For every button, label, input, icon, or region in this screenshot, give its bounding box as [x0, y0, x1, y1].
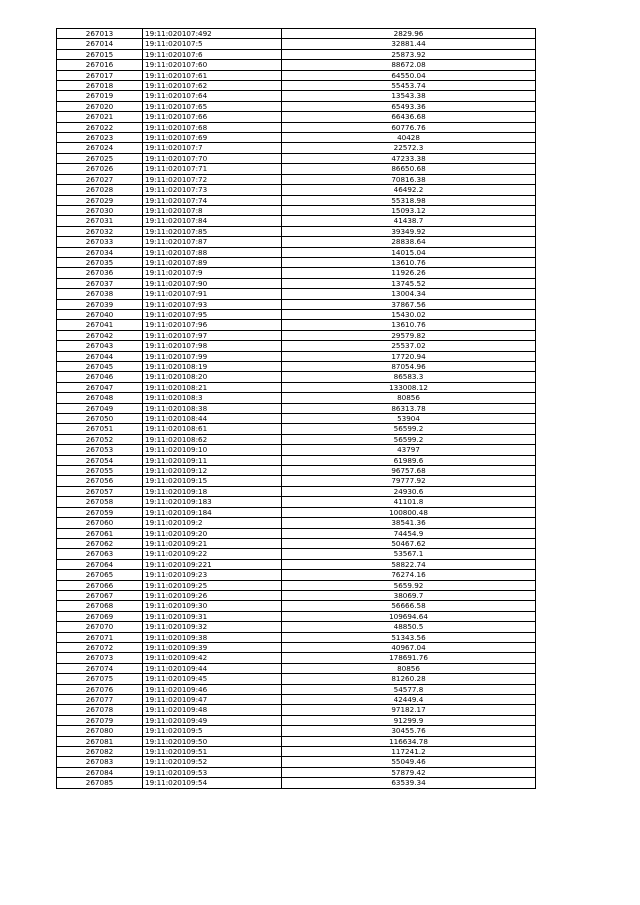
table-row	[57, 393, 536, 403]
row-id-cell: 267046	[57, 372, 143, 382]
row-amount-cell: 57879.42	[282, 767, 536, 777]
row-amount-cell: 86313.78	[282, 403, 536, 413]
table-row	[57, 601, 536, 611]
row-id-cell: 267076	[57, 684, 143, 694]
table-row	[57, 382, 536, 392]
table-row	[57, 767, 536, 777]
row-amount-cell: 100800.48	[282, 507, 536, 517]
row-amount-cell: 43797	[282, 445, 536, 455]
row-amount-cell: 81260.28	[282, 674, 536, 684]
row-id-cell: 267071	[57, 632, 143, 642]
row-amount-cell: 29579.82	[282, 330, 536, 340]
table-row	[57, 29, 536, 39]
table-row	[57, 632, 536, 642]
table-row	[57, 309, 536, 319]
row-code-cell: 19:11:020109:44	[143, 663, 282, 673]
row-id-cell: 267038	[57, 289, 143, 299]
table-row	[57, 705, 536, 715]
row-amount-cell: 55453.74	[282, 81, 536, 91]
row-amount-cell: 15093.12	[282, 205, 536, 215]
row-id-cell: 267044	[57, 351, 143, 361]
row-amount-cell: 97182.17	[282, 705, 536, 715]
table-row	[57, 757, 536, 767]
table-row	[57, 538, 536, 548]
row-id-cell: 267040	[57, 309, 143, 319]
row-code-cell: 19:11:020109:10	[143, 445, 282, 455]
table-row	[57, 205, 536, 215]
row-id-cell: 267072	[57, 642, 143, 652]
row-code-cell: 19:11:020107:97	[143, 330, 282, 340]
table-row	[57, 237, 536, 247]
row-code-cell: 19:11:020107:84	[143, 216, 282, 226]
row-code-cell: 19:11:020107:69	[143, 133, 282, 143]
row-code-cell: 19:11:020109:20	[143, 528, 282, 538]
row-code-cell: 19:11:020109:26	[143, 590, 282, 600]
row-code-cell: 19:11:020109:52	[143, 757, 282, 767]
row-code-cell: 19:11:020109:30	[143, 601, 282, 611]
row-amount-cell: 51343.56	[282, 632, 536, 642]
row-id-cell: 267035	[57, 257, 143, 267]
table-row	[57, 351, 536, 361]
row-id-cell: 267024	[57, 143, 143, 153]
row-id-cell: 267070	[57, 622, 143, 632]
row-id-cell: 267034	[57, 247, 143, 257]
row-code-cell: 19:11:020107:9	[143, 268, 282, 278]
row-id-cell: 267030	[57, 205, 143, 215]
row-amount-cell: 80856	[282, 393, 536, 403]
row-code-cell: 19:11:020107:99	[143, 351, 282, 361]
table-row	[57, 611, 536, 621]
row-amount-cell: 87054.96	[282, 362, 536, 372]
row-amount-cell: 25873.92	[282, 49, 536, 59]
table-row	[57, 268, 536, 278]
row-amount-cell: 55318.98	[282, 195, 536, 205]
row-amount-cell: 65493.36	[282, 101, 536, 111]
row-id-cell: 267056	[57, 476, 143, 486]
row-id-cell: 267036	[57, 268, 143, 278]
row-amount-cell: 41438.7	[282, 216, 536, 226]
row-code-cell: 19:11:020108:3	[143, 393, 282, 403]
table-row	[57, 570, 536, 580]
row-code-cell: 19:11:020108:44	[143, 414, 282, 424]
row-amount-cell: 70816.38	[282, 174, 536, 184]
row-amount-cell: 96757.68	[282, 466, 536, 476]
row-amount-cell: 40428	[282, 133, 536, 143]
row-id-cell: 267037	[57, 278, 143, 288]
table-row	[57, 226, 536, 236]
row-code-cell: 19:11:020107:68	[143, 122, 282, 132]
row-code-cell: 19:11:020107:87	[143, 237, 282, 247]
row-code-cell: 19:11:020107:93	[143, 299, 282, 309]
row-code-cell: 19:11:020109:50	[143, 736, 282, 746]
row-id-cell: 267078	[57, 705, 143, 715]
table-row	[57, 642, 536, 652]
row-id-cell: 267064	[57, 559, 143, 569]
row-amount-cell: 47233.38	[282, 153, 536, 163]
table-row	[57, 70, 536, 80]
row-amount-cell: 55049.46	[282, 757, 536, 767]
table-row	[57, 736, 536, 746]
row-amount-cell: 13745.52	[282, 278, 536, 288]
row-amount-cell: 56599.2	[282, 434, 536, 444]
row-id-cell: 267058	[57, 497, 143, 507]
row-code-cell: 19:11:020108:20	[143, 372, 282, 382]
table-row	[57, 715, 536, 725]
table-row	[57, 49, 536, 59]
row-id-cell: 267050	[57, 414, 143, 424]
row-code-cell: 19:11:020109:11	[143, 455, 282, 465]
row-amount-cell: 40967.04	[282, 642, 536, 652]
row-code-cell: 19:11:020107:70	[143, 153, 282, 163]
table-row	[57, 101, 536, 111]
row-code-cell: 19:11:020109:23	[143, 570, 282, 580]
table-row	[57, 60, 536, 70]
table-row	[57, 112, 536, 122]
row-code-cell: 19:11:020107:5	[143, 39, 282, 49]
row-amount-cell: 28838.64	[282, 237, 536, 247]
row-id-cell: 267057	[57, 486, 143, 496]
row-id-cell: 267055	[57, 466, 143, 476]
table-row	[57, 362, 536, 372]
table-row	[57, 153, 536, 163]
row-code-cell: 19:11:020109:31	[143, 611, 282, 621]
table-row	[57, 507, 536, 517]
table-row	[57, 622, 536, 632]
row-code-cell: 19:11:020109:47	[143, 695, 282, 705]
table-row	[57, 91, 536, 101]
row-code-cell: 19:11:020109:32	[143, 622, 282, 632]
row-amount-cell: 79777.92	[282, 476, 536, 486]
row-amount-cell: 11926.26	[282, 268, 536, 278]
row-amount-cell: 38541.36	[282, 518, 536, 528]
table-row	[57, 476, 536, 486]
row-code-cell: 19:11:020109:45	[143, 674, 282, 684]
row-amount-cell: 48850.5	[282, 622, 536, 632]
table-row	[57, 257, 536, 267]
row-amount-cell: 133008.12	[282, 382, 536, 392]
row-id-cell: 267049	[57, 403, 143, 413]
row-id-cell: 267066	[57, 580, 143, 590]
table-body	[57, 29, 536, 789]
row-id-cell: 267060	[57, 518, 143, 528]
table-row	[57, 549, 536, 559]
row-amount-cell: 37867.56	[282, 299, 536, 309]
row-amount-cell: 86650.68	[282, 164, 536, 174]
row-amount-cell: 58822.74	[282, 559, 536, 569]
row-id-cell: 267028	[57, 185, 143, 195]
row-code-cell: 19:11:020107:62	[143, 81, 282, 91]
row-code-cell: 19:11:020107:71	[143, 164, 282, 174]
row-code-cell: 19:11:020109:38	[143, 632, 282, 642]
row-amount-cell: 56666.58	[282, 601, 536, 611]
row-amount-cell: 53567.1	[282, 549, 536, 559]
table-row	[57, 674, 536, 684]
table-row	[57, 695, 536, 705]
row-code-cell: 19:11:020109:21	[143, 538, 282, 548]
row-amount-cell: 50467.62	[282, 538, 536, 548]
row-amount-cell: 5659.92	[282, 580, 536, 590]
row-id-cell: 267018	[57, 81, 143, 91]
row-amount-cell: 63539.34	[282, 778, 536, 788]
row-amount-cell: 24930.6	[282, 486, 536, 496]
row-code-cell: 19:11:020109:5	[143, 726, 282, 736]
row-amount-cell: 25537.02	[282, 341, 536, 351]
row-code-cell: 19:11:020107:61	[143, 70, 282, 80]
row-amount-cell: 178691.76	[282, 653, 536, 663]
row-id-cell: 267069	[57, 611, 143, 621]
row-code-cell: 19:11:020107:60	[143, 60, 282, 70]
row-code-cell: 19:11:020107:95	[143, 309, 282, 319]
row-id-cell: 267042	[57, 330, 143, 340]
row-code-cell: 19:11:020109:184	[143, 507, 282, 517]
row-code-cell: 19:11:020109:54	[143, 778, 282, 788]
row-amount-cell: 13543.38	[282, 91, 536, 101]
row-id-cell: 267016	[57, 60, 143, 70]
row-id-cell: 267017	[57, 70, 143, 80]
row-code-cell: 19:11:020108:62	[143, 434, 282, 444]
table-row	[57, 81, 536, 91]
table-row	[57, 247, 536, 257]
row-code-cell: 19:11:020109:221	[143, 559, 282, 569]
row-code-cell: 19:11:020109:2	[143, 518, 282, 528]
row-id-cell: 267019	[57, 91, 143, 101]
row-id-cell: 267052	[57, 434, 143, 444]
table-row	[57, 299, 536, 309]
table-row	[57, 445, 536, 455]
row-amount-cell: 54577.8	[282, 684, 536, 694]
row-code-cell: 19:11:020109:22	[143, 549, 282, 559]
table-row	[57, 518, 536, 528]
row-id-cell: 267023	[57, 133, 143, 143]
row-code-cell: 19:11:020107:65	[143, 101, 282, 111]
row-id-cell: 267015	[57, 49, 143, 59]
table-row	[57, 216, 536, 226]
row-id-cell: 267085	[57, 778, 143, 788]
row-amount-cell: 66436.68	[282, 112, 536, 122]
row-amount-cell: 46492.2	[282, 185, 536, 195]
row-code-cell: 19:11:020108:38	[143, 403, 282, 413]
table-row	[57, 403, 536, 413]
row-code-cell: 19:11:020109:51	[143, 747, 282, 757]
row-id-cell: 267082	[57, 747, 143, 757]
table-row	[57, 726, 536, 736]
row-id-cell: 267045	[57, 362, 143, 372]
row-amount-cell: 76274.16	[282, 570, 536, 580]
table-row	[57, 414, 536, 424]
table-row	[57, 424, 536, 434]
row-id-cell: 267059	[57, 507, 143, 517]
row-code-cell: 19:11:020107:90	[143, 278, 282, 288]
row-amount-cell: 116634.78	[282, 736, 536, 746]
row-id-cell: 267013	[57, 29, 143, 39]
row-code-cell: 19:11:020109:46	[143, 684, 282, 694]
row-id-cell: 267020	[57, 101, 143, 111]
row-id-cell: 267051	[57, 424, 143, 434]
row-amount-cell: 13610.76	[282, 257, 536, 267]
row-id-cell: 267031	[57, 216, 143, 226]
row-code-cell: 19:11:020107:89	[143, 257, 282, 267]
row-amount-cell: 2829.96	[282, 29, 536, 39]
row-amount-cell: 64550.04	[282, 70, 536, 80]
row-code-cell: 19:11:020107:91	[143, 289, 282, 299]
row-code-cell: 19:11:020107:64	[143, 91, 282, 101]
row-id-cell: 267048	[57, 393, 143, 403]
table-row	[57, 133, 536, 143]
row-code-cell: 19:11:020107:98	[143, 341, 282, 351]
data-table	[56, 28, 536, 789]
row-id-cell: 267054	[57, 455, 143, 465]
table-row	[57, 684, 536, 694]
table-row	[57, 372, 536, 382]
row-code-cell: 19:11:020107:7	[143, 143, 282, 153]
row-amount-cell: 86583.3	[282, 372, 536, 382]
row-code-cell: 19:11:020109:183	[143, 497, 282, 507]
row-code-cell: 19:11:020109:49	[143, 715, 282, 725]
row-amount-cell: 13004.34	[282, 289, 536, 299]
row-id-cell: 267021	[57, 112, 143, 122]
table-row	[57, 289, 536, 299]
table-row	[57, 341, 536, 351]
row-id-cell: 267053	[57, 445, 143, 455]
row-id-cell: 267084	[57, 767, 143, 777]
table-row	[57, 174, 536, 184]
row-amount-cell: 80856	[282, 663, 536, 673]
row-id-cell: 267061	[57, 528, 143, 538]
table-row	[57, 320, 536, 330]
table-row	[57, 185, 536, 195]
row-id-cell: 267063	[57, 549, 143, 559]
row-id-cell: 267032	[57, 226, 143, 236]
row-amount-cell: 53904	[282, 414, 536, 424]
row-id-cell: 267039	[57, 299, 143, 309]
row-id-cell: 267026	[57, 164, 143, 174]
row-id-cell: 267080	[57, 726, 143, 736]
row-amount-cell: 117241.2	[282, 747, 536, 757]
table-row	[57, 590, 536, 600]
row-code-cell: 19:11:020108:21	[143, 382, 282, 392]
row-code-cell: 19:11:020107:66	[143, 112, 282, 122]
row-id-cell: 267081	[57, 736, 143, 746]
row-id-cell: 267074	[57, 663, 143, 673]
row-amount-cell: 41101.8	[282, 497, 536, 507]
row-code-cell: 19:11:020107:492	[143, 29, 282, 39]
row-amount-cell: 91299.9	[282, 715, 536, 725]
row-id-cell: 267043	[57, 341, 143, 351]
row-id-cell: 267033	[57, 237, 143, 247]
table-row	[57, 528, 536, 538]
row-id-cell: 267022	[57, 122, 143, 132]
row-amount-cell: 74454.9	[282, 528, 536, 538]
row-code-cell: 19:11:020107:8	[143, 205, 282, 215]
row-id-cell: 267027	[57, 174, 143, 184]
row-code-cell: 19:11:020107:6	[143, 49, 282, 59]
row-id-cell: 267065	[57, 570, 143, 580]
row-amount-cell: 56599.2	[282, 424, 536, 434]
row-id-cell: 267047	[57, 382, 143, 392]
row-amount-cell: 13610.76	[282, 320, 536, 330]
row-id-cell: 267067	[57, 590, 143, 600]
row-code-cell: 19:11:020109:48	[143, 705, 282, 715]
row-code-cell: 19:11:020109:39	[143, 642, 282, 652]
row-code-cell: 19:11:020109:15	[143, 476, 282, 486]
row-code-cell: 19:11:020108:61	[143, 424, 282, 434]
table-row	[57, 455, 536, 465]
table-row	[57, 778, 536, 788]
row-code-cell: 19:11:020107:72	[143, 174, 282, 184]
table-row	[57, 653, 536, 663]
row-code-cell: 19:11:020109:18	[143, 486, 282, 496]
row-amount-cell: 15430.02	[282, 309, 536, 319]
table-row	[57, 486, 536, 496]
row-id-cell: 267041	[57, 320, 143, 330]
row-amount-cell: 14015.04	[282, 247, 536, 257]
row-code-cell: 19:11:020109:42	[143, 653, 282, 663]
row-code-cell: 19:11:020109:25	[143, 580, 282, 590]
row-amount-cell: 42449.4	[282, 695, 536, 705]
row-amount-cell: 38069.7	[282, 590, 536, 600]
row-code-cell: 19:11:020109:53	[143, 767, 282, 777]
row-amount-cell: 109694.64	[282, 611, 536, 621]
table-row	[57, 143, 536, 153]
row-amount-cell: 39349.92	[282, 226, 536, 236]
row-id-cell: 267062	[57, 538, 143, 548]
row-id-cell: 267029	[57, 195, 143, 205]
table-row	[57, 434, 536, 444]
table-row	[57, 195, 536, 205]
row-id-cell: 267079	[57, 715, 143, 725]
row-code-cell: 19:11:020107:73	[143, 185, 282, 195]
row-code-cell: 19:11:020107:85	[143, 226, 282, 236]
row-amount-cell: 60776.76	[282, 122, 536, 132]
table-row	[57, 39, 536, 49]
table-row	[57, 466, 536, 476]
row-code-cell: 19:11:020108:19	[143, 362, 282, 372]
table-row	[57, 278, 536, 288]
row-id-cell: 267075	[57, 674, 143, 684]
row-code-cell: 19:11:020107:96	[143, 320, 282, 330]
table-row	[57, 164, 536, 174]
row-amount-cell: 17720.94	[282, 351, 536, 361]
row-amount-cell: 61989.6	[282, 455, 536, 465]
table-row	[57, 497, 536, 507]
table-row	[57, 559, 536, 569]
table-row	[57, 580, 536, 590]
table-row	[57, 122, 536, 132]
row-id-cell: 267068	[57, 601, 143, 611]
row-code-cell: 19:11:020109:12	[143, 466, 282, 476]
row-id-cell: 267073	[57, 653, 143, 663]
row-code-cell: 19:11:020107:88	[143, 247, 282, 257]
row-amount-cell: 32881.44	[282, 39, 536, 49]
row-id-cell: 267025	[57, 153, 143, 163]
table-row	[57, 330, 536, 340]
row-amount-cell: 88672.08	[282, 60, 536, 70]
row-id-cell: 267077	[57, 695, 143, 705]
table-row	[57, 747, 536, 757]
row-id-cell: 267083	[57, 757, 143, 767]
row-amount-cell: 30455.76	[282, 726, 536, 736]
row-code-cell: 19:11:020107:74	[143, 195, 282, 205]
table-row	[57, 663, 536, 673]
row-id-cell: 267014	[57, 39, 143, 49]
row-amount-cell: 22572.3	[282, 143, 536, 153]
